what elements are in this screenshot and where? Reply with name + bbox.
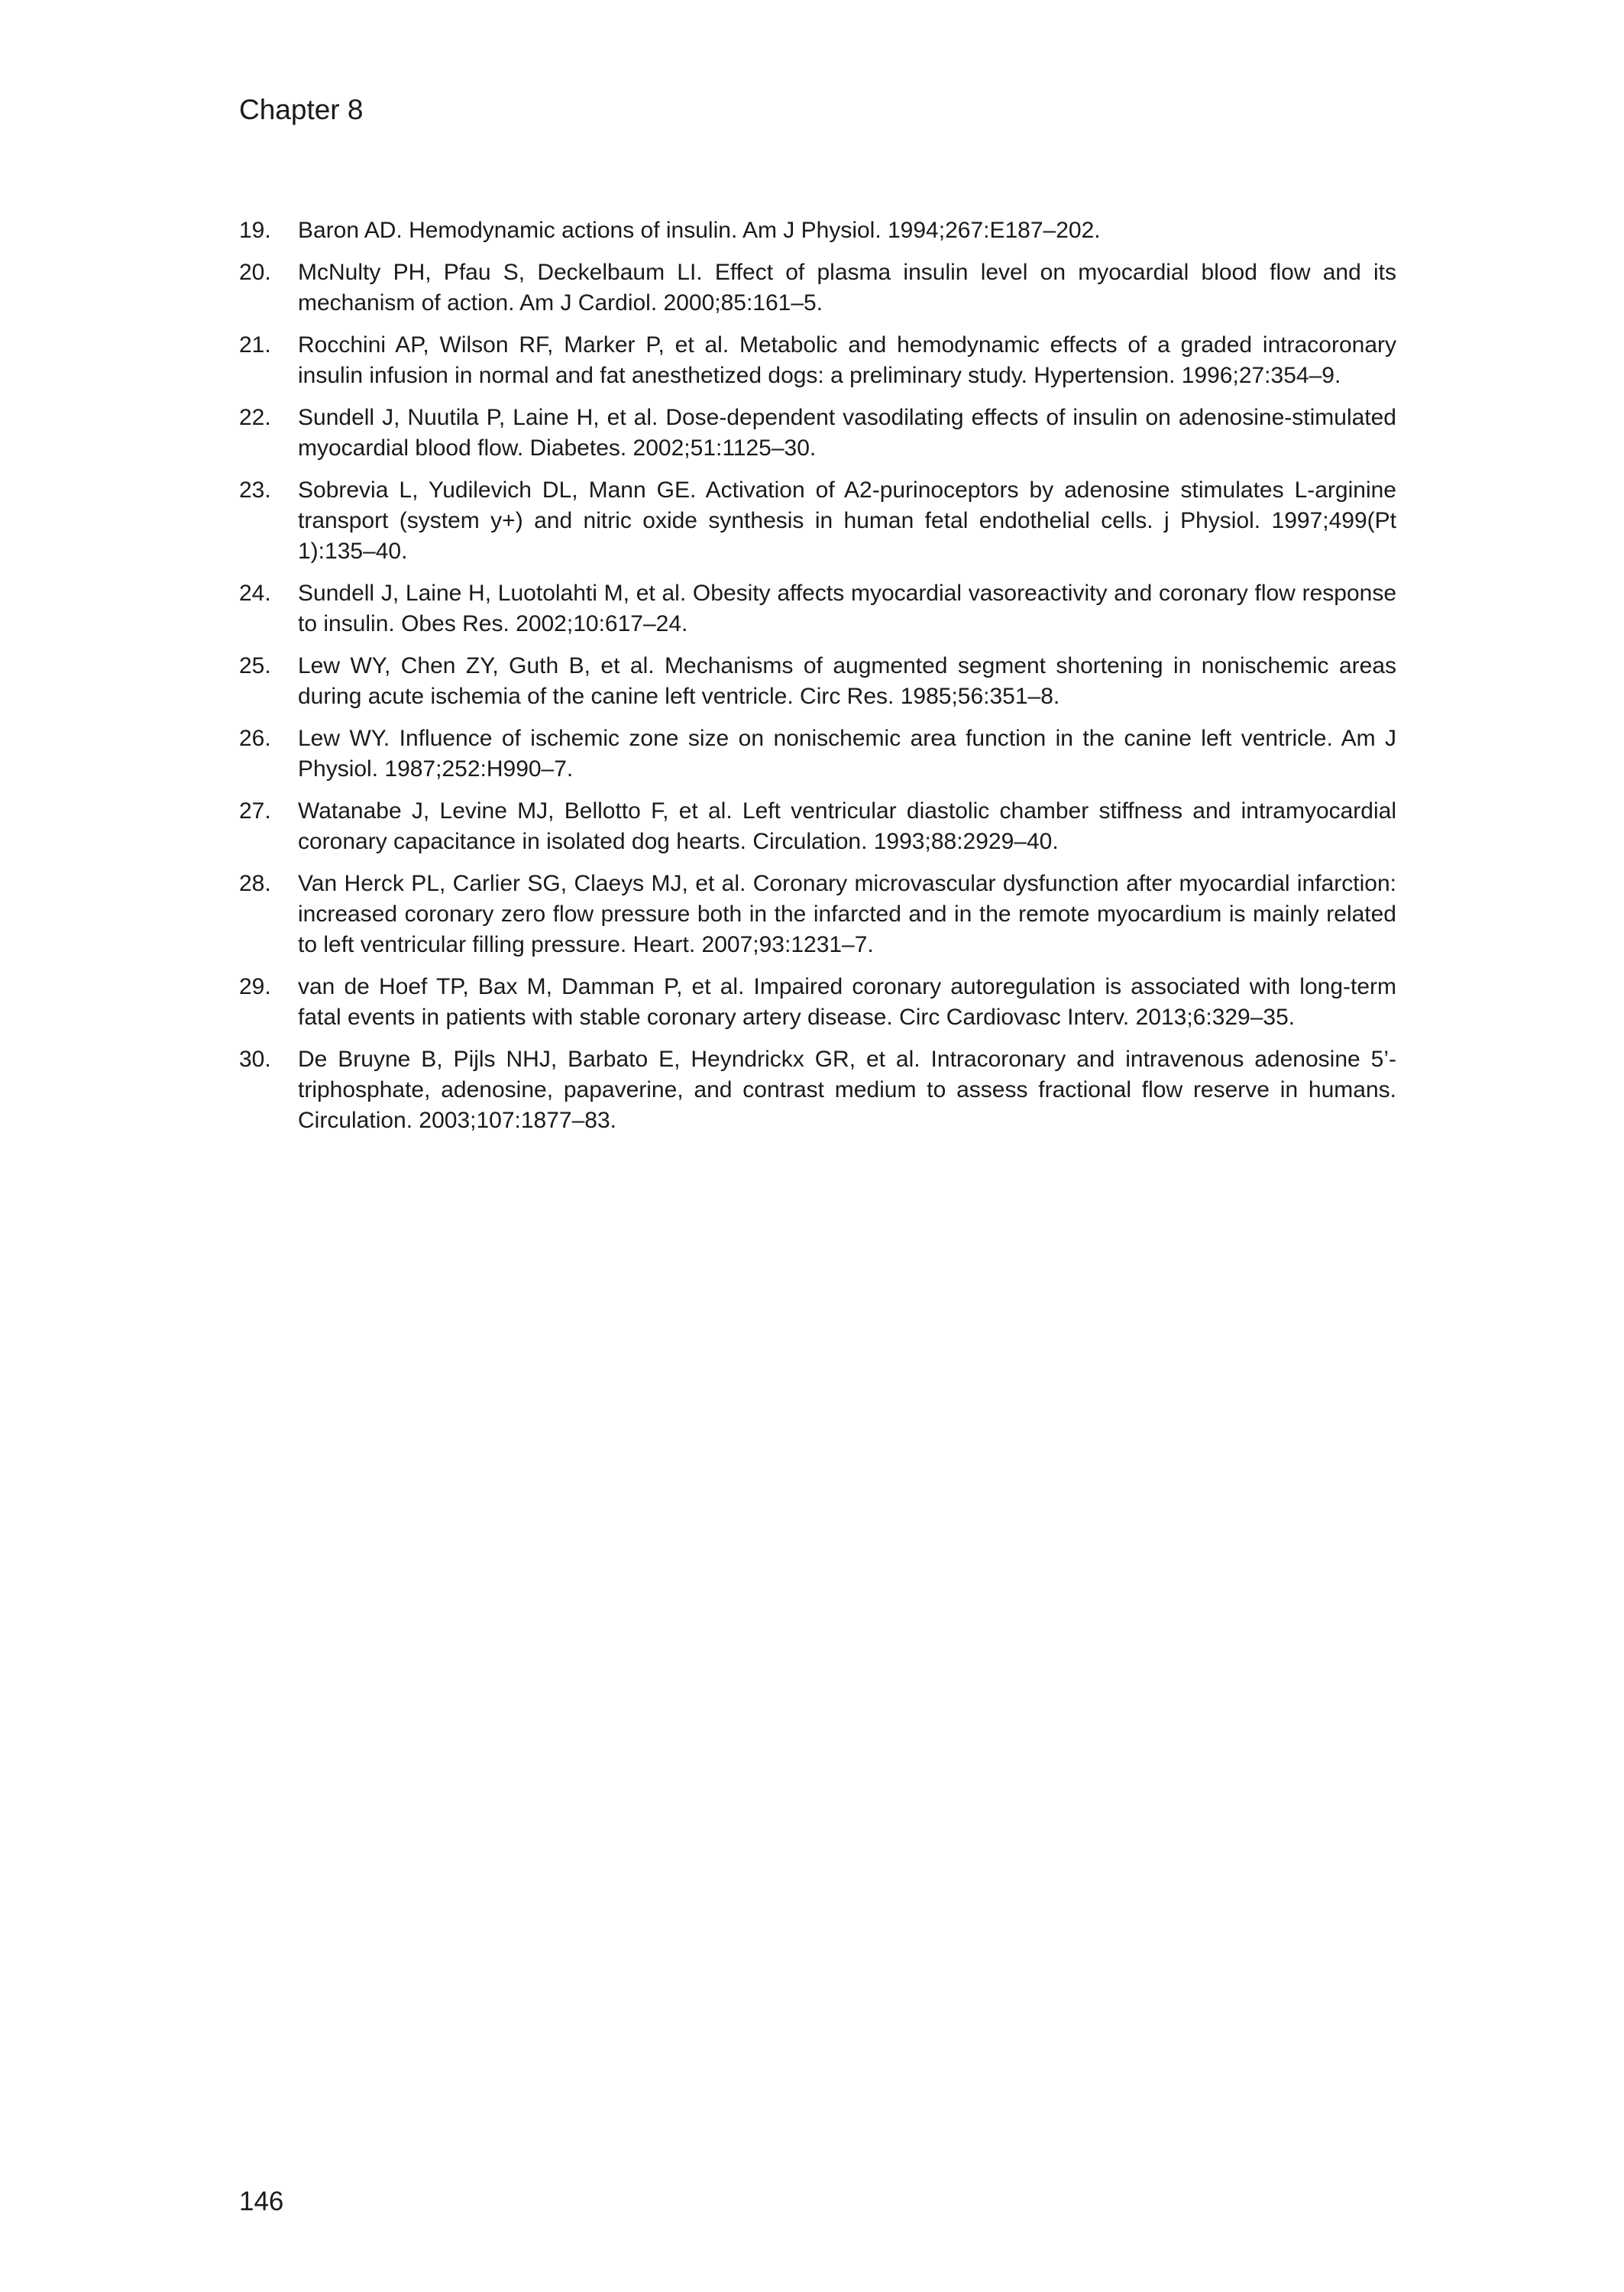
reference-item	[239, 796, 1396, 857]
reference-item	[239, 578, 1396, 639]
reference-item	[239, 257, 1396, 319]
reference-text: Lew WY. Influence of ischemic zone size on nonischemic area function in the canine left ventricle. Am J Physiol. 1987;252:H990–7.	[298, 726, 1396, 782]
reference-number: 30.	[239, 1047, 271, 1072]
running-head: Chapter 8	[239, 94, 364, 125]
reference-item	[239, 972, 1396, 1033]
reference-text: Sobrevia L, Yudilevich DL, Mann GE. Activation of A2-purinoceptors by adenosine stimulates L-arginine transport (system y+) and nitric oxide synthesis in human fetal endothelial cells. j Physiol. 1997;499(Pt 1):135–40.	[298, 478, 1396, 564]
reference-number: 19.	[239, 218, 271, 243]
reference-item	[239, 330, 1396, 391]
reference-item	[239, 651, 1396, 712]
reference-text: De Bruyne B, Pijls NHJ, Barbato E, Heyndrickx GR, et al. Intracoronary and intravenous adenosine 5’-triphosphate, adenosine, papaverine, and contrast medium to assess fractional flow reserve in humans. Circulation. 2003;107:1877–83.	[298, 1047, 1396, 1133]
reference-item	[239, 724, 1396, 785]
reference-number: 25.	[239, 653, 271, 678]
reference-item	[239, 869, 1396, 960]
reference-text: McNulty PH, Pfau S, Deckelbaum LI. Effect of plasma insulin level on myocardial blood flow and its mechanism of action. Am J Cardiol. 2000;85:161–5.	[298, 260, 1396, 316]
reference-text: Baron AD. Hemodynamic actions of insulin. Am J Physiol. 1994;267:E187–202.	[298, 218, 1101, 243]
reference-text: Sundell J, Laine H, Luotolahti M, et al. Obesity affects myocardial vasoreactivity and coronary flow response to insulin. Obes Res. 2002;10:617–24.	[298, 581, 1396, 636]
reference-number: 22.	[239, 405, 271, 430]
reference-item	[239, 1044, 1396, 1136]
reference-number: 20.	[239, 260, 271, 285]
reference-text: Rocchini AP, Wilson RF, Marker P, et al. Metabolic and hemodynamic effects of a graded intracoronary insulin infusion in normal and fat anesthetized dogs: a preliminary study. Hypertension. 1996;27:354–9.	[298, 332, 1396, 388]
reference-number: 26.	[239, 726, 271, 751]
reference-text: Sundell J, Nuutila P, Laine H, et al. Dose-dependent vasodilating effects of insulin on adenosine-stimulated myocardial blood flow. Diabetes. 2002;51:1125–30.	[298, 405, 1396, 461]
reference-number: 21.	[239, 332, 271, 358]
reference-list	[239, 215, 1396, 1148]
reference-text: Lew WY, Chen ZY, Guth B, et al. Mechanisms of augmented segment shortening in nonischemic areas during acute ischemia of the canine left ventricle. Circ Res. 1985;56:351–8.	[298, 653, 1396, 709]
reference-number: 23.	[239, 478, 271, 503]
reference-text: Van Herck PL, Carlier SG, Claeys MJ, et al. Coronary microvascular dysfunction after myocardial infarction: increased coronary zero flow pressure both in the infarcted and in the remote myocardium is mainly related to left ventricular filling pressure. Heart. 2007;93:1231–7.	[298, 871, 1396, 957]
reference-text: Watanabe J, Levine MJ, Bellotto F, et al. Left ventricular diastolic chamber stiffness and intramyocardial coronary capacitance in isolated dog hearts. Circulation. 1993;88:2929–40.	[298, 798, 1396, 854]
reference-number: 27.	[239, 798, 271, 824]
reference-number: 28.	[239, 871, 271, 896]
reference-item	[239, 403, 1396, 464]
reference-text: van de Hoef TP, Bax M, Damman P, et al. Impaired coronary autoregulation is associated with long-term fatal events in patients with stable coronary artery disease. Circ Cardiovasc Interv. 2013;6:329–35.	[298, 974, 1396, 1030]
reference-item	[239, 475, 1396, 567]
page-number: 146	[239, 2187, 284, 2216]
reference-number: 29.	[239, 974, 271, 999]
reference-number: 24.	[239, 581, 271, 606]
reference-item	[239, 215, 1396, 246]
